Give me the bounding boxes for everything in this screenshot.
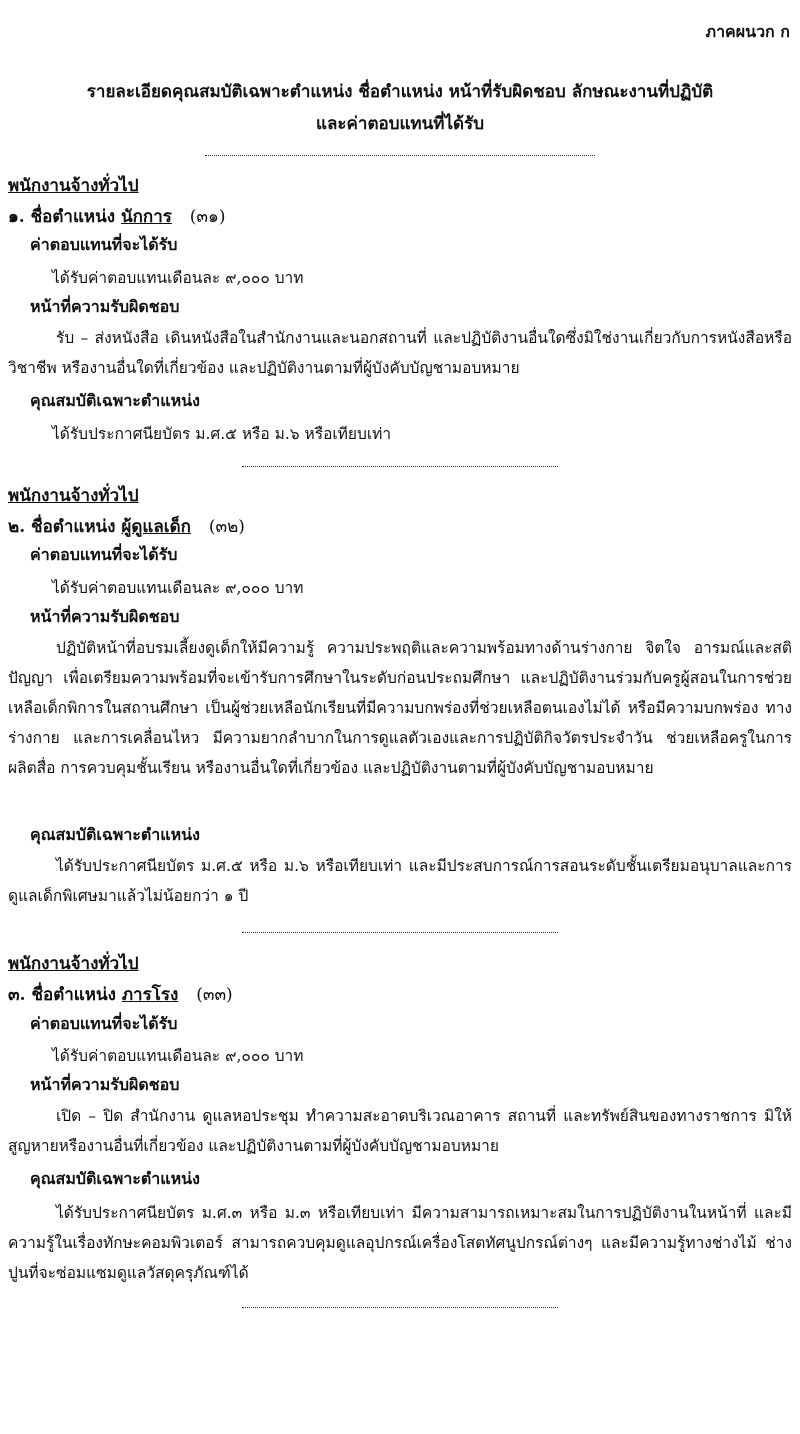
position-name: ภารโรง: [121, 985, 179, 1005]
section-divider: [242, 932, 558, 933]
position-prefix: ชื่อตำแหน่ง: [31, 517, 116, 537]
employee-category: พนักงานจ้างทั่วไป: [8, 486, 139, 506]
compensation-heading: ค่าตอบแทนที่จะได้รับ: [30, 1014, 178, 1033]
document-title-line1: รายละเอียดคุณสมบัติเฉพาะตำแหน่ง ชื่อตำแหน่ง หน้าที่รับผิดชอบ ลักษณะงานที่ปฏิบัติ: [86, 82, 714, 102]
qualifications-text: ได้รับประกาศนียบัตร ม.ศ.๕ หรือ ม.๖ หรือเทียบเท่า และมีประสบการณ์การสอนระดับชั้นเตรียมอนุบาลและการดูแลเด็กพิเศษมาแล้วไม่น้อยกว่า ๑ ปี: [8, 857, 792, 905]
position-number: ๓.: [8, 985, 26, 1005]
position-code: (๓๓): [196, 985, 233, 1005]
position-name: นักการ: [120, 207, 172, 227]
compensation-heading: ค่าตอบแทนที่จะได้รับ: [30, 235, 178, 254]
position-number: ๑.: [8, 207, 25, 227]
qualifications-text: ได้รับประกาศนียบัตร ม.ศ.๕ หรือ ม.๖ หรือเทียบเท่า: [52, 425, 392, 443]
employee-category: พนักงานจ้างทั่วไป: [8, 954, 139, 974]
document-title-line2: และค่าตอบแทนที่ได้รับ: [316, 114, 484, 134]
position-title: [8, 513, 245, 540]
compensation-text: ได้รับค่าตอบแทนเดือนละ ๙,๐๐๐ บาท: [52, 1047, 304, 1065]
position-number: ๒.: [8, 517, 26, 537]
duties-heading: หน้าที่ความรับผิดชอบ: [30, 607, 180, 626]
qualifications-heading: คุณสมบัติเฉพาะตำแหน่ง: [30, 1169, 200, 1188]
duties-heading: หน้าที่ความรับผิดชอบ: [30, 297, 180, 316]
position-title: [8, 981, 233, 1008]
qualifications-heading: คุณสมบัติเฉพาะตำแหน่ง: [30, 825, 200, 844]
duties-text: รับ – ส่งหนังสือ เดินหนังสือในสำนักงานและนอกสถานที่ และปฏิบัติงานอื่นใดซึ่งมิใช่งานเกี่ยวกับการหนังสือหรือวิชาชีพ หรืองานอื่นใดที่เกี่ยวข้อง และปฏิบัติงานตามที่ผู้บังคับบัญชามอบหมาย: [8, 329, 792, 377]
position-title: [8, 203, 225, 230]
position-prefix: ชื่อตำแหน่ง: [30, 207, 116, 227]
duties-heading: หน้าที่ความรับผิดชอบ: [30, 1075, 180, 1094]
employee-category: พนักงานจ้างทั่วไป: [8, 176, 139, 196]
section-divider: [242, 1307, 558, 1308]
duties-text: ปฏิบัติหน้าที่อบรมเลี้ยงดูเด็กให้มีความรู้ ความประพฤติและความพร้อมทางด้านร่างกาย จิตใจ อารมณ์และสติปัญญา เพื่อเตรียมความพร้อมที่จะเข้ารับการศึกษาในระดับก่อนประถมศึกษา และปฏิบัติงานร่วมกับครูผู้สอนในการช่วยเหลือเด็กพิการในสถานศึกษา เป็นผู้ช่วยเหลือนักเรียนที่มีความบกพร่องที่ช่วยเหลือตนเองไม่ได้ หรือมีความบกพร่อง ทางร่างกาย และการเคลื่อนไหว มีความยากลำบากในการดูแลตัวเองและการปฏิบัติกิจวัตรประจำวัน ช่วยเหลือครูในการผลิตสื่อ การควบคุมชั้นเรียน หรืองานอื่นใดที่เกี่ยวข้อง และปฏิบัติงานตามที่ผู้บังคับบัญชามอบหมาย: [8, 639, 792, 777]
qualifications-heading: คุณสมบัติเฉพาะตำแหน่ง: [30, 391, 200, 410]
position-code: (๓๑): [189, 207, 226, 227]
title-divider: [205, 155, 595, 156]
compensation-text: ได้รับค่าตอบแทนเดือนละ ๙,๐๐๐ บาท: [52, 269, 304, 287]
position-code: (๓๒): [208, 517, 245, 537]
compensation-heading: ค่าตอบแทนที่จะได้รับ: [30, 545, 178, 564]
compensation-text: ได้รับค่าตอบแทนเดือนละ ๙,๐๐๐ บาท: [52, 579, 304, 597]
appendix-label: ภาคผนวก ก: [705, 22, 790, 41]
section-divider: [242, 466, 558, 467]
position-prefix: ชื่อตำแหน่ง: [31, 985, 116, 1005]
position-name: ผู้ดูแลเด็ก: [121, 517, 191, 537]
duties-text: เปิด – ปิด สำนักงาน ดูแลหอประชุม ทำความสะอาดบริเวณอาคาร สถานที่ และทรัพย์สินของทางราชการ มิให้สูญหายหรืองานอื่นที่เกี่ยวข้อง และปฏิบัติงานตามที่ผู้บังคับบัญชามอบหมาย: [8, 1107, 792, 1155]
qualifications-text: ได้รับประกาศนียบัตร ม.ศ.๓ หรือ ม.๓ หรือเทียบเท่า มีความสามารถเหมาะสมในการปฏิบัติงานในหน้าที่ และมีความรู้ในเรื่องทักษะคอมพิวเตอร์ สามารถควบคุมดูแลอุปกรณ์เครื่องโสตทัศนูปกรณ์ต่างๆ และมีความรู้ทางช่างไม้ ช่างปูนที่จะซ่อมแซมดูแลวัสดุครุภัณฑ์ได้: [8, 1204, 792, 1282]
